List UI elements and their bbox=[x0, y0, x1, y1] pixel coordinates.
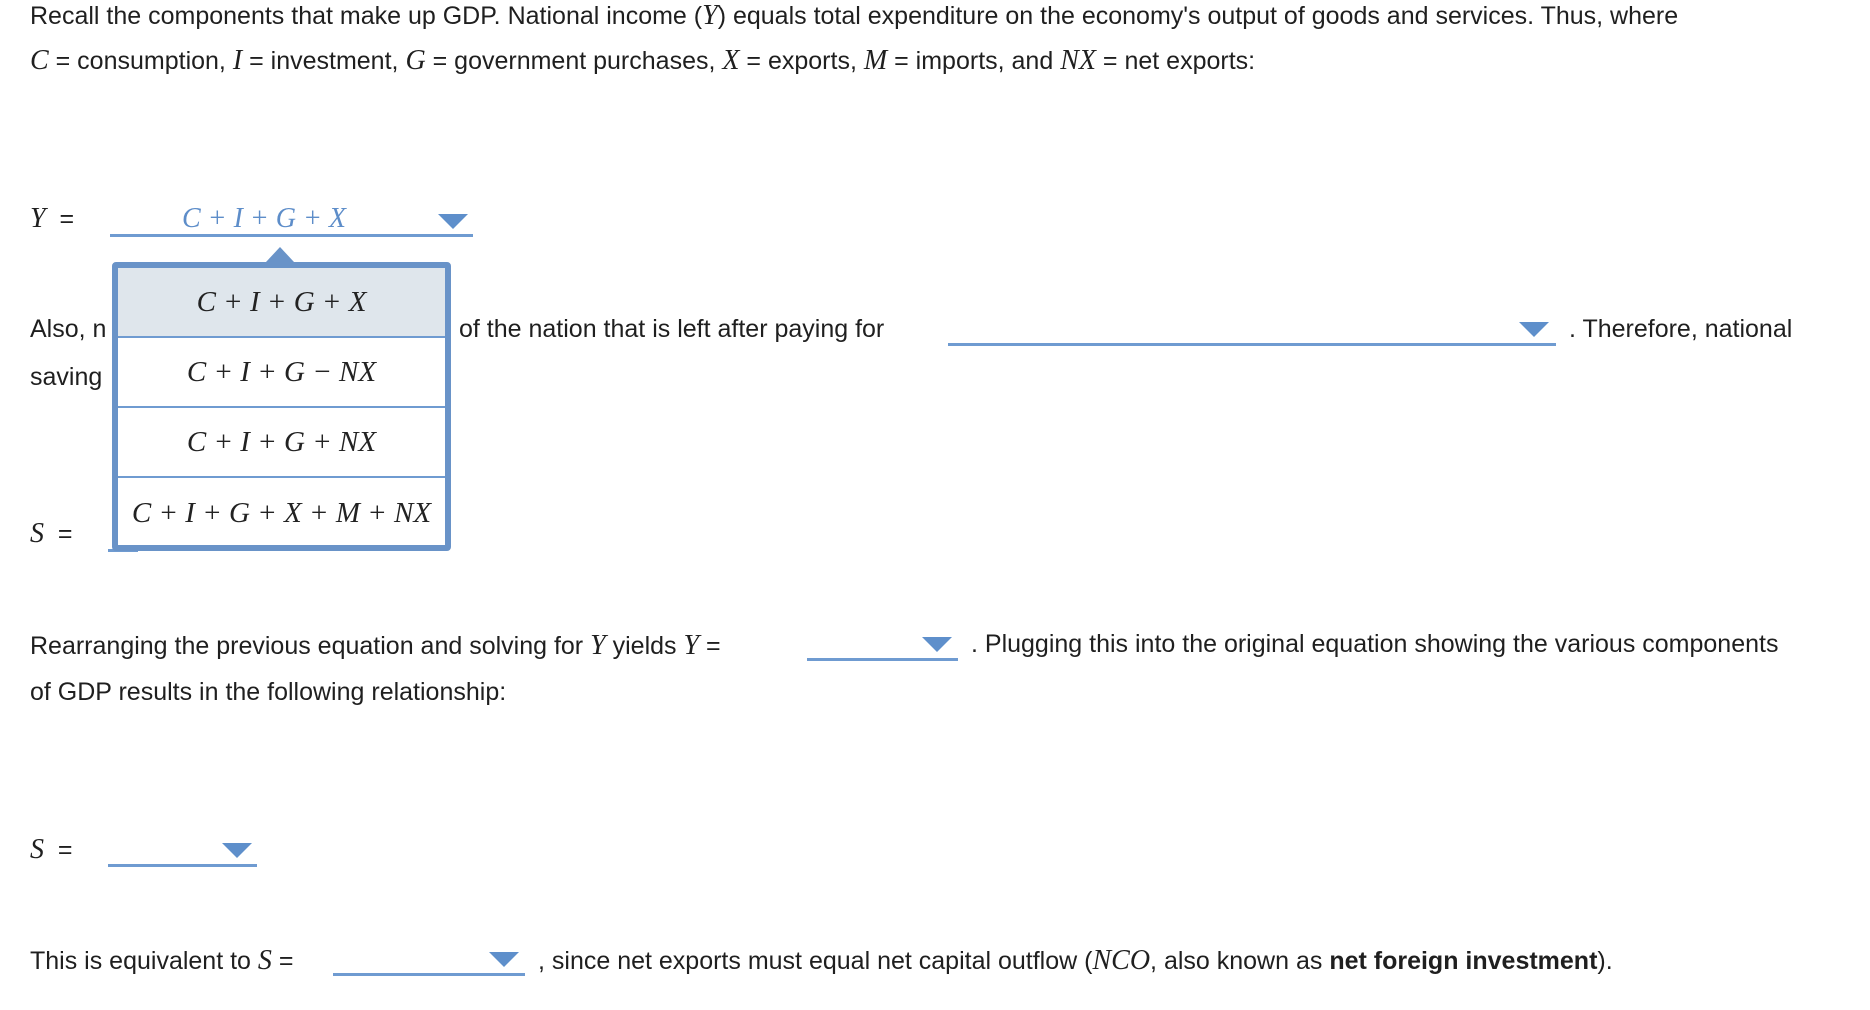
para3-text: yields bbox=[605, 632, 684, 660]
var-nco: NCO bbox=[1092, 945, 1151, 976]
para4-text: , since net exports must equal net capital outflow ( bbox=[538, 947, 1093, 975]
dropdown-option[interactable]: C + I + G + X + M + NX bbox=[131, 496, 432, 529]
para4-dropdown-underline bbox=[333, 973, 525, 976]
para3-equals: = bbox=[699, 632, 721, 660]
para4-line1-end bbox=[538, 945, 1613, 977]
var-y: Y bbox=[702, 0, 718, 31]
var-g: G bbox=[405, 45, 426, 76]
def-text: = exports, bbox=[739, 47, 864, 75]
dropdown-arrow-icon[interactable] bbox=[922, 637, 952, 652]
def-text: = imports, and bbox=[887, 47, 1061, 75]
para2-middle: of the nation that is left after paying for bbox=[459, 315, 885, 343]
intro-text-rest: ) equals total expenditure on the economy's output of goods and services. Thus, where bbox=[717, 2, 1679, 30]
def-text: = consumption, bbox=[48, 47, 233, 75]
para4-text: , also known as bbox=[1150, 947, 1330, 975]
dropdown-arrow-icon[interactable] bbox=[222, 843, 252, 858]
para2-end: . Therefore, national bbox=[1569, 315, 1793, 343]
para3-text-end: . Plugging this into the original equation showing the various components bbox=[971, 630, 1779, 658]
def-text: = investment, bbox=[242, 47, 406, 75]
para2-line2: saving bbox=[30, 363, 103, 391]
eq3-lhs: S bbox=[30, 834, 44, 865]
intro-line-1 bbox=[30, 0, 1678, 32]
para4-equals: = bbox=[271, 947, 294, 975]
def-text: = net exports: bbox=[1095, 47, 1256, 75]
def-text: = government purchases, bbox=[425, 47, 723, 75]
dropdown-arrow-icon[interactable] bbox=[489, 952, 519, 967]
var-c: C bbox=[30, 45, 49, 76]
para3-text: Rearranging the previous equation and solving for bbox=[30, 632, 591, 660]
para4-text: ). bbox=[1597, 947, 1613, 975]
var-y: Y bbox=[590, 630, 606, 661]
var-s: S bbox=[257, 945, 272, 976]
eq2-equals: = bbox=[57, 520, 73, 548]
eq2-lhs: S bbox=[30, 518, 44, 549]
dropdown-option[interactable]: C + I + G + NX bbox=[118, 408, 445, 478]
para3-dropdown-underline bbox=[807, 658, 958, 661]
eq1-lhs: Y bbox=[30, 203, 46, 234]
para2-dropdown-underline bbox=[948, 343, 1556, 346]
var-nx: NX bbox=[1060, 45, 1096, 76]
eq1-dropdown-underline bbox=[110, 234, 473, 237]
intro-text: Recall the components that make up GDP. National income ( bbox=[30, 2, 703, 30]
var-m: M bbox=[863, 45, 888, 76]
para4-text: This is equivalent to bbox=[30, 947, 258, 975]
para4-line1 bbox=[30, 945, 293, 977]
var-x: X bbox=[722, 45, 740, 76]
eq3-equals: = bbox=[57, 836, 73, 864]
para2-start: Also, n bbox=[30, 315, 107, 343]
dropdown-arrow-icon[interactable] bbox=[438, 214, 468, 229]
intro-line-2 bbox=[30, 45, 1255, 77]
var-i: I bbox=[232, 45, 243, 76]
dropdown-menu[interactable] bbox=[112, 262, 451, 551]
dropdown-option[interactable]: C + I + G − NX bbox=[118, 338, 445, 408]
dropdown-option[interactable]: C + I + G + X bbox=[118, 268, 445, 338]
eq3-dropdown-underline bbox=[108, 864, 257, 867]
eq1-label bbox=[30, 203, 74, 235]
eq1-selected-value: C + I + G + X bbox=[182, 203, 347, 234]
dropdown-arrow-icon[interactable] bbox=[1519, 322, 1549, 337]
para3-line2: of GDP results in the following relationship: bbox=[30, 678, 507, 706]
var-y: Y bbox=[683, 630, 700, 661]
eq3-label bbox=[30, 834, 73, 866]
eq1-equals: = bbox=[59, 205, 75, 233]
caret-up-icon bbox=[266, 247, 294, 262]
net-foreign-investment-term: net foreign investment bbox=[1329, 947, 1598, 975]
eq2-label bbox=[30, 518, 73, 550]
para3-line1 bbox=[30, 630, 721, 662]
